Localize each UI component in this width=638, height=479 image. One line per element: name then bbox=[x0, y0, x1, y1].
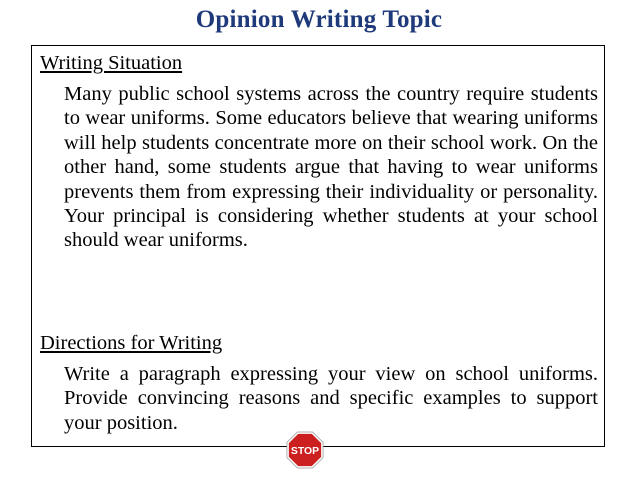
prompt-box bbox=[31, 45, 605, 447]
page-title: Opinion Writing Topic bbox=[195, 6, 443, 33]
section-heading-directions: Directions for Writing bbox=[40, 332, 223, 354]
stop-sign-label: STOP bbox=[290, 445, 320, 457]
writing-situation-text: Many public school systems across the country require students to wear uniforms. Some educators believe that wearing uniforms will help students concentrate more on their school work. On the other hand, some students argue that having to wear uniforms prevents them from expressing their individuality or personality. Your principal is considering whether students at your school should wear uniforms. bbox=[64, 83, 598, 252]
section-heading-writing-situation: Writing Situation bbox=[40, 52, 183, 74]
directions-text: Write a paragraph expressing your view on school uniforms. Provide convincing reasons and specific examples to support your position. bbox=[64, 363, 598, 434]
stop-sign-icon bbox=[286, 431, 324, 469]
